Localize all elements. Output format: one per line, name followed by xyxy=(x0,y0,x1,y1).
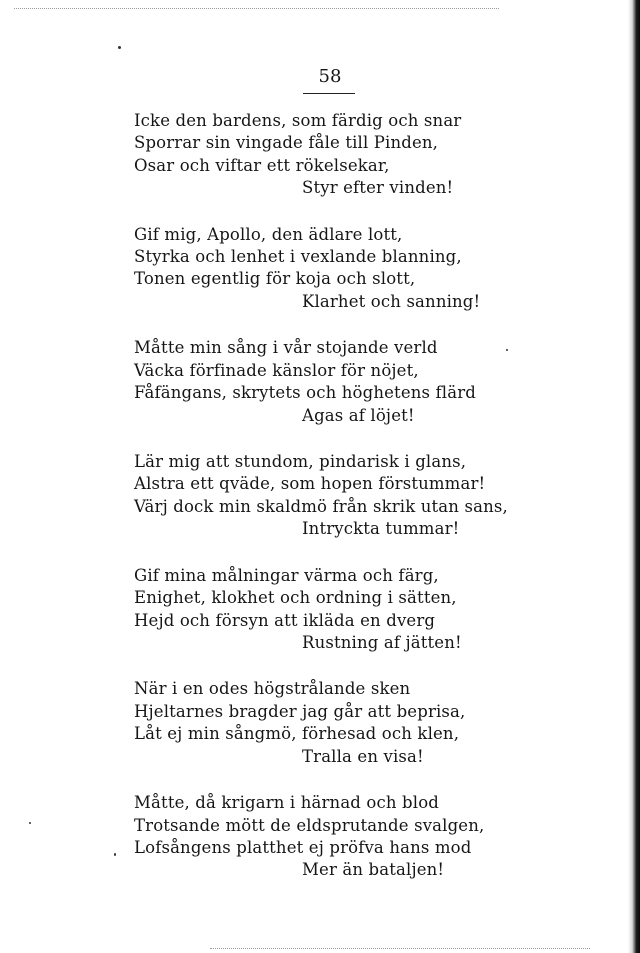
stanza-6 xyxy=(134,678,574,792)
ink-speck xyxy=(114,853,116,856)
verse-line: Tonen egentlig för koja och slott, xyxy=(134,269,416,289)
stanza-7 xyxy=(134,792,574,906)
verse-line: Osar och viftar ett rökelsekar, xyxy=(134,155,390,175)
verse-line: Trotsande mött de eldsprutande svalgen, xyxy=(134,815,485,835)
stanza-4 xyxy=(134,451,574,565)
verse-refrain: Klarhet och sanning! xyxy=(302,291,481,311)
verse-line: Lär mig att stundom, pindarisk i glans, xyxy=(134,452,467,472)
ink-speck xyxy=(29,822,31,824)
verse-line: När i en odes högstrålande sken xyxy=(134,679,411,699)
verse-line: Styrka och lenhet i vexlande blanning, xyxy=(134,247,462,267)
verse-line: Hejd och försyn att ikläda en dverg xyxy=(134,610,436,630)
verse-line: Måtte min sång i vår stojande verld xyxy=(134,338,438,358)
verse-refrain: Styr efter vinden! xyxy=(302,178,454,198)
top-edge-rule xyxy=(14,8,499,9)
verse-refrain: Mer än bataljen! xyxy=(302,860,445,880)
poem-body xyxy=(134,110,574,906)
ink-speck xyxy=(118,46,121,49)
verse-refrain: Rustning af jätten! xyxy=(302,632,462,652)
page-number: 58 xyxy=(318,66,342,87)
page-edge-shadow xyxy=(628,0,640,953)
verse-line: Fåfängans, skrytets och höghetens flärd xyxy=(134,383,476,403)
stanza-3 xyxy=(134,337,574,451)
verse-refrain: Tralla en visa! xyxy=(302,746,424,766)
verse-line: Alstra ett qväde, som hopen förstummar! xyxy=(134,474,486,494)
verse-line: Gif mig, Apollo, den ädlare lott, xyxy=(134,224,403,244)
page-number-rule xyxy=(303,93,355,94)
verse-refrain: Intryckta tummar! xyxy=(302,519,460,539)
verse-line: Värj dock min skaldmö från skrik utan sans, xyxy=(134,496,508,516)
verse-line: Gif mina målningar värma och färg, xyxy=(134,565,439,585)
verse-refrain: Agas af löjet! xyxy=(302,405,415,425)
verse-line: Låt ej min sångmö, förhesad och klen, xyxy=(134,724,460,744)
verse-line: Icke den bardens, som färdig och snar xyxy=(134,111,462,130)
stanza-1 xyxy=(134,110,574,224)
verse-line: Måtte, då krigarn i härnad och blod xyxy=(134,793,439,813)
bottom-edge-rule xyxy=(210,948,590,949)
verse-line: Lofsångens platthet ej pröfva hans mod xyxy=(134,837,472,857)
verse-line: Väcka förfinade känslor för nöjet, xyxy=(134,360,419,380)
verse-line: Hjeltarnes bragder jag går att beprisa, xyxy=(134,701,466,721)
verse-line: Enighet, klokhet och ordning i sätten, xyxy=(134,588,457,608)
stanza-5 xyxy=(134,565,574,679)
verse-line: Sporrar sin vingade fåle till Pinden, xyxy=(134,133,439,153)
stanza-2 xyxy=(134,224,574,338)
